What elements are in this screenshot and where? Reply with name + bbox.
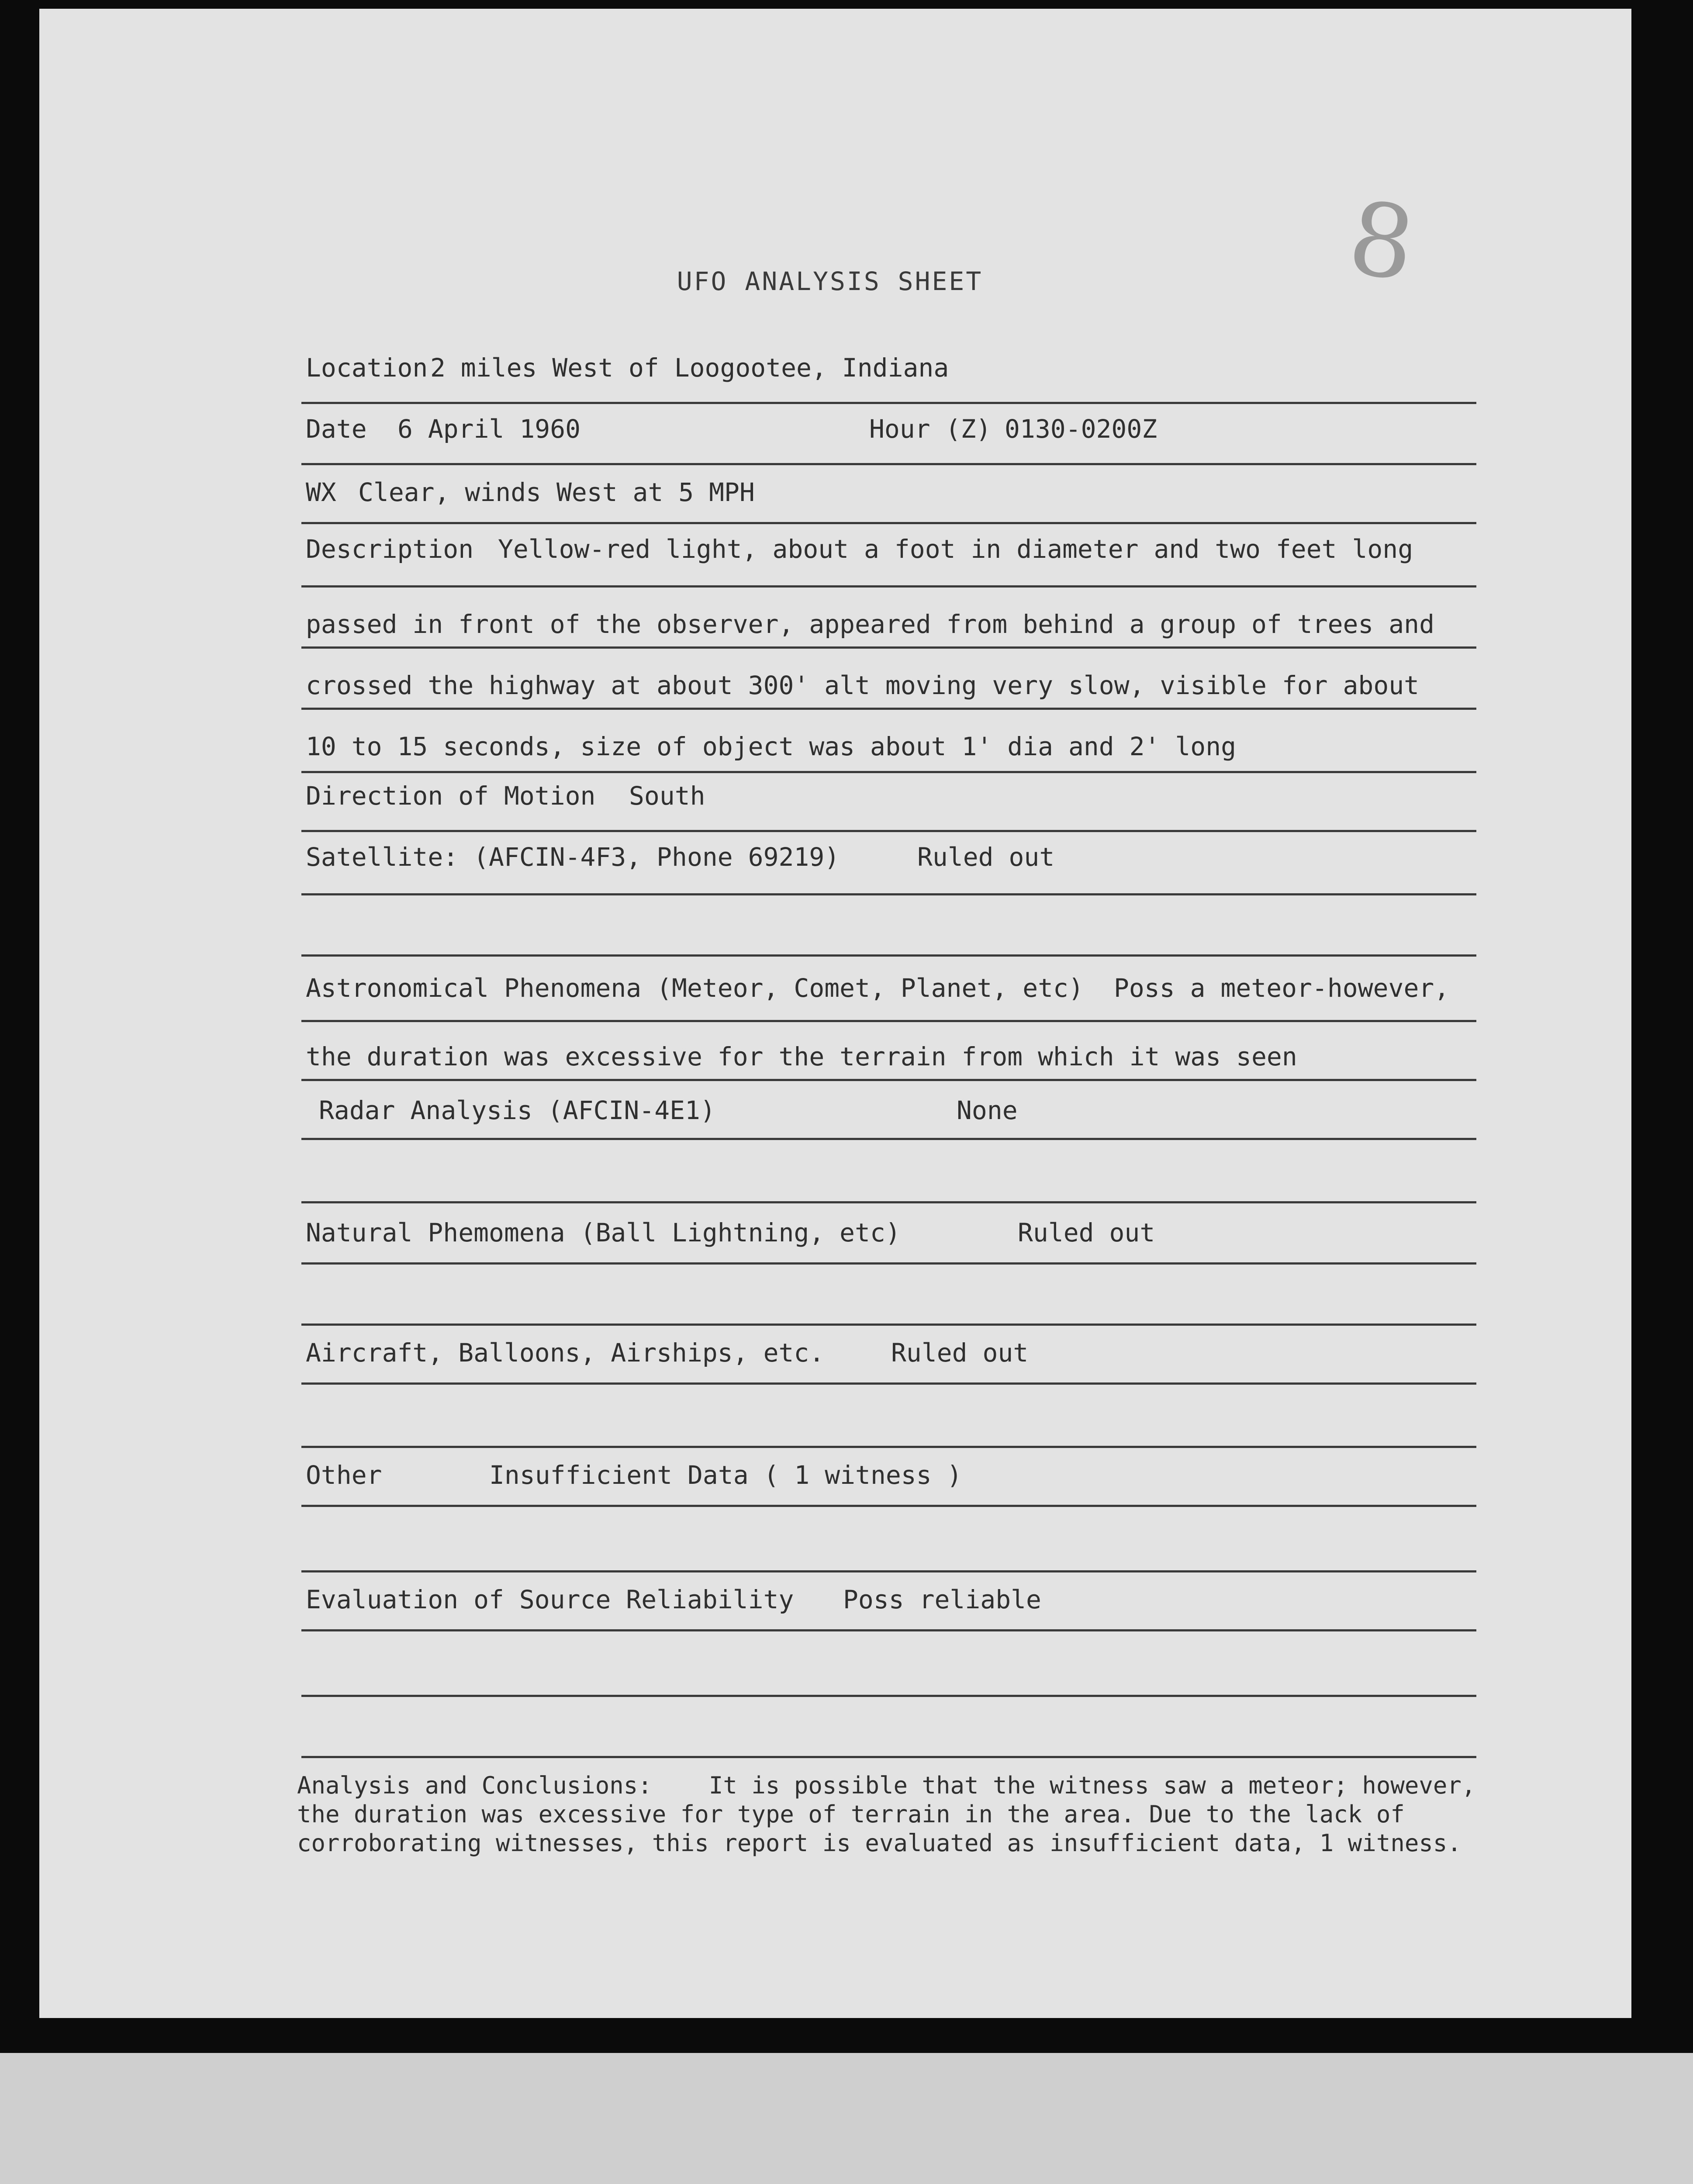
date-value: 6 April 1960 [397,414,581,444]
description-label: Description [306,534,474,564]
analysis-label: Analysis and Conclusions: [297,1772,652,1799]
aircraft-label: Aircraft, Balloons, Airships, etc. [306,1338,825,1368]
location-label: Location [306,353,428,383]
date-row [306,411,1485,450]
page-title: UFO ANALYSIS SHEET [677,266,983,296]
description-line-4: 10 to 15 seconds, size of object was about 1' dia and 2' long [306,732,1237,761]
astronomical-row [306,970,1485,1009]
satellite-row [306,839,1485,878]
satellite-value: Ruled out [917,842,1055,872]
aircraft-row [306,1334,1485,1374]
hour-value: 0130-0200Z [1005,414,1157,444]
natural-rule-2 [301,1324,1476,1326]
radar-label: Radar Analysis (AFCIN-4E1) [319,1095,715,1125]
page-number-mark: 8 [1342,180,1422,304]
wx-rule [301,522,1476,524]
reliability-value: Poss reliable [843,1585,1041,1614]
radar-row [306,1092,1485,1131]
astronomical-label: Astronomical Phenomena (Meteor, Comet, Planet, etc) [306,973,1084,1003]
direction-value: South [629,781,705,811]
natural-rule-1 [301,1262,1476,1265]
film-margin [0,2053,1693,2184]
description-row [306,531,1485,570]
natural-label: Natural Phemomena (Ball Lightning, etc) [306,1218,901,1248]
natural-value: Ruled out [1018,1218,1155,1248]
description-rule-1 [301,585,1476,587]
reliability-label: Evaluation of Source Reliability [306,1585,794,1614]
description-line-1: Yellow-red light, about a foot in diameter and two feet long [498,534,1413,564]
other-rule-1 [301,1505,1476,1507]
location-value: 2 miles West of Loogootee, Indiana [430,353,949,383]
location-rule [301,402,1476,404]
radar-rule-2 [301,1201,1476,1203]
direction-row [306,778,1485,817]
astronomical-continuation: the duration was excessive for the terrain from which it was seen [306,1042,1297,1071]
satellite-rule-1 [301,893,1476,895]
reliability-row [306,1581,1485,1621]
analysis-block [297,1771,1529,1858]
document-sheet [39,9,1631,2018]
description-rule-3 [301,708,1476,710]
aircraft-value: Ruled out [891,1338,1029,1368]
wx-label: WX [306,477,336,507]
satellite-rule-2 [301,954,1476,957]
aircraft-rule-2 [301,1446,1476,1448]
aircraft-rule-1 [301,1382,1476,1385]
other-label: Other [306,1460,382,1490]
description-rule-2 [301,646,1476,649]
wx-value: Clear, winds West at 5 MPH [358,477,755,507]
reliability-rule-2 [301,1695,1476,1697]
astronomical-rule-2 [301,1079,1476,1081]
description-line-3: crossed the highway at about 300' alt moving very slow, visible for about [306,670,1420,700]
analysis-text: It is possible that the witness saw a meteor; however, the duration was excessive for type of terrain in the area. Due to the lack of corroborating witnesses, this report is evaluated as insufficient data, 1 witness. [297,1772,1490,1857]
date-label: Date [306,414,367,444]
wx-row [306,474,1485,513]
radar-value: None [957,1095,1018,1125]
reliability-rule-1 [301,1629,1476,1631]
direction-rule [301,830,1476,832]
other-value: Insufficient Data ( 1 witness ) [489,1460,962,1490]
astronomical-value: Poss a meteor-however, [1114,973,1450,1003]
satellite-label: Satellite: (AFCIN-4F3, Phone 69219) [306,842,840,872]
direction-label: Direction of Motion [306,781,596,811]
date-rule [301,463,1476,465]
other-rule-2 [301,1570,1476,1572]
natural-row [306,1214,1485,1254]
radar-rule-1 [301,1138,1476,1140]
astronomical-rule-1 [301,1020,1476,1022]
description-line-2: passed in front of the observer, appeared from behind a group of trees and [306,609,1435,639]
other-row [306,1457,1485,1496]
location-row [306,349,1485,389]
reliability-rule-3 [301,1756,1476,1758]
hour-label: Hour (Z) [869,414,992,444]
description-rule-4 [301,771,1476,773]
